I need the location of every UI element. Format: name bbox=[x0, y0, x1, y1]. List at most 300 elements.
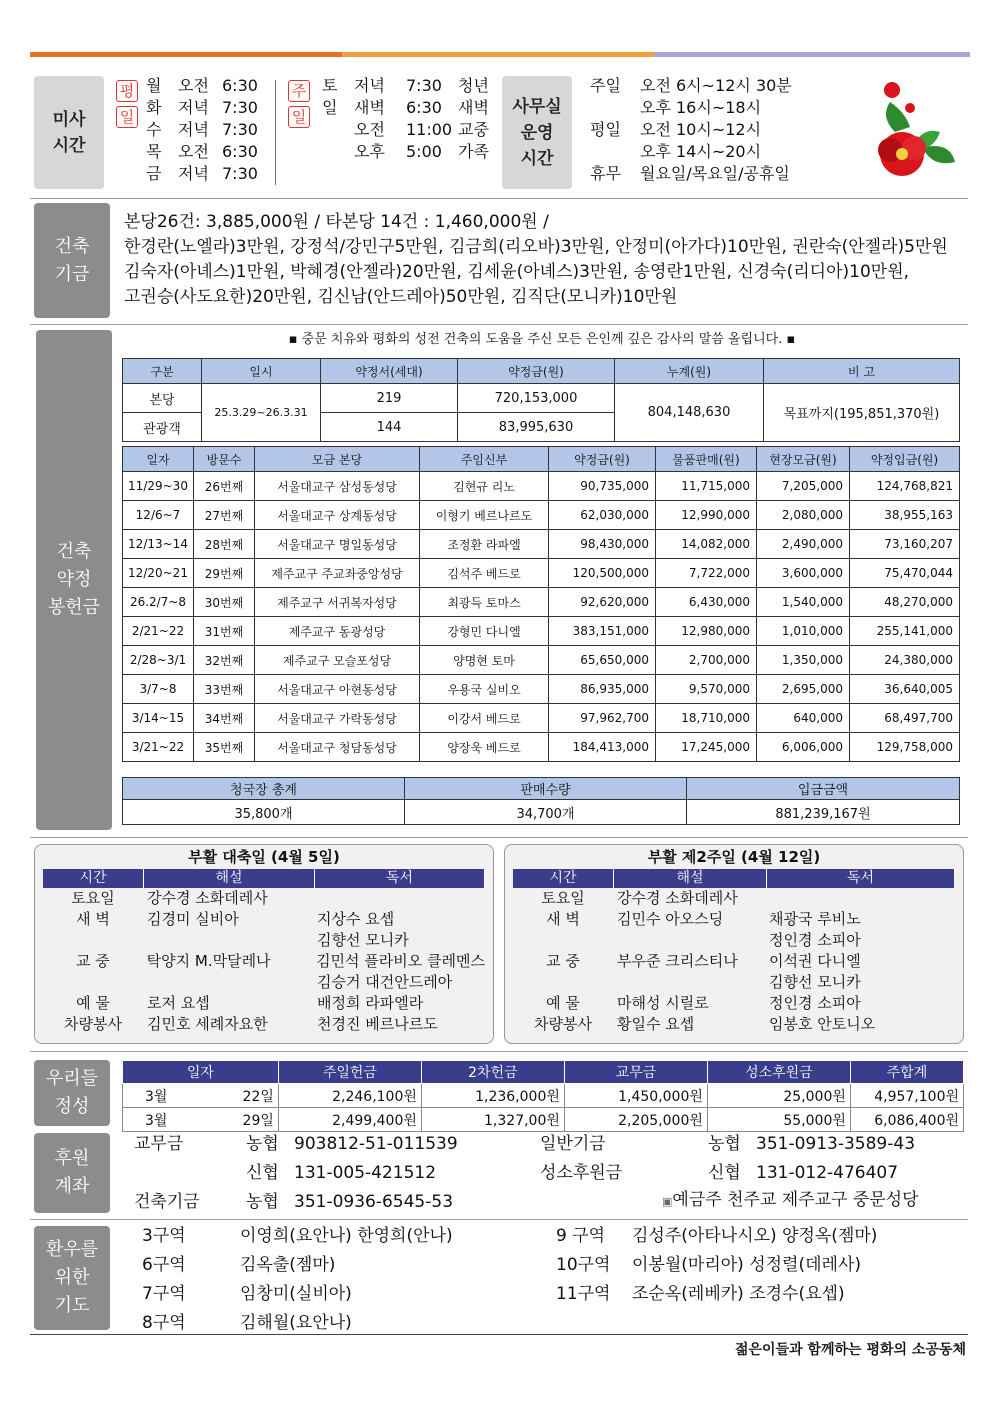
prayer-names: 이봉월(마리아) 성정렬(데레사) bbox=[632, 1255, 861, 1275]
offering-label: 우리들 정성 bbox=[34, 1060, 110, 1126]
table-cell: 31번째 bbox=[194, 617, 255, 646]
table-cell: 1,540,000 bbox=[757, 588, 850, 617]
col-header: 교무금 bbox=[564, 1061, 707, 1084]
col-header: 해설 bbox=[614, 869, 767, 888]
table-cell: 1,450,000원 bbox=[564, 1084, 707, 1108]
table-cell: 제주교구 모슬포성당 bbox=[255, 646, 420, 675]
schedule-cell: 새 벽 bbox=[546, 910, 580, 928]
building-fund-line: 김숙자(아녜스)1만원, 박혜경(안젤라)20만원, 김세윤(아녜스)3만원, 송영란1만원, 신경숙(리디아)10만원, bbox=[124, 262, 910, 282]
table-cell: 120,500,000 bbox=[549, 559, 656, 588]
schedule-cell: 차량봉사 bbox=[64, 1015, 122, 1033]
schedule-cell: 교 중 bbox=[546, 952, 580, 970]
table-cell: 12/13~14 bbox=[123, 530, 194, 559]
schedule-cell: 예 물 bbox=[546, 994, 580, 1012]
table-cell: 3월 bbox=[123, 1108, 214, 1132]
table-cell: 강형민 다니엘 bbox=[420, 617, 549, 646]
col-header: 방문수 bbox=[194, 447, 255, 472]
table-cell: 98,430,000 bbox=[549, 530, 656, 559]
table-cell: 서울대교구 아현동성당 bbox=[255, 675, 420, 704]
table-cell: 2,205,000원 bbox=[564, 1108, 707, 1132]
schedule-cell: 정인경 소피아 bbox=[769, 994, 861, 1012]
mass-type: 새벽 bbox=[458, 98, 489, 117]
col-header: 구분 bbox=[123, 359, 202, 384]
mass-day: 목 bbox=[146, 142, 162, 161]
building-fund-line: 본당26건: 3,885,000원 / 타본당 14건 : 1,460,000원 / bbox=[124, 212, 549, 232]
camellia-flower-illustration bbox=[870, 72, 960, 182]
account-bank: 농협 bbox=[708, 1134, 741, 1154]
account-bank: 농협 bbox=[246, 1134, 279, 1154]
total-value: 35,800개 bbox=[123, 800, 405, 825]
mass-day: 금 bbox=[146, 164, 162, 183]
prayer-names: 김해월(요안나) bbox=[240, 1313, 352, 1333]
account-name: 일반기금 bbox=[540, 1134, 606, 1154]
summary-kind: 관광객 bbox=[123, 413, 202, 442]
schedule-cell: 김민호 세례자요한 bbox=[147, 1015, 268, 1033]
col-header: 주임신부 bbox=[420, 447, 549, 472]
prayer-list-right bbox=[556, 1222, 877, 1309]
schedule-row bbox=[513, 909, 955, 930]
table-row bbox=[123, 675, 960, 704]
office-key bbox=[590, 97, 640, 119]
mass-day: 일 bbox=[322, 98, 338, 117]
summary-count: 219 bbox=[321, 384, 458, 413]
table-cell: 제주교구 서귀복자성당 bbox=[255, 588, 420, 617]
mass-time: 저녁 bbox=[354, 76, 385, 95]
schedule-row bbox=[513, 1014, 955, 1035]
sunday-mark-1: 주 bbox=[288, 80, 310, 102]
schedule-cell bbox=[143, 930, 313, 951]
table-cell: 26번째 bbox=[194, 472, 255, 501]
easter-rows bbox=[513, 888, 955, 1035]
summary-amount: 83,995,630 bbox=[458, 413, 615, 442]
schedule-cell: 김민수 아오스딩 bbox=[617, 910, 724, 928]
mass-time: 오전 bbox=[178, 142, 209, 161]
col-header: 일자 bbox=[123, 1061, 279, 1084]
table-cell: 2,080,000 bbox=[757, 501, 850, 530]
prayer-names: 김성주(아타나시오) 양정옥(젬마) bbox=[632, 1226, 878, 1246]
table-cell: 27번째 bbox=[194, 501, 255, 530]
table-row bbox=[123, 559, 960, 588]
col-header: 해설 bbox=[144, 869, 315, 888]
account-number: 351-0913-3589-43 bbox=[756, 1134, 916, 1154]
table-row bbox=[123, 646, 960, 675]
table-cell: 14,082,000 bbox=[656, 530, 757, 559]
mass-time: 오후 bbox=[354, 142, 385, 161]
account-bank: 농협 bbox=[246, 1192, 279, 1212]
col-header: 시간 bbox=[43, 869, 144, 888]
col-header: 독서 bbox=[767, 869, 955, 888]
col-header: 일시 bbox=[202, 359, 321, 384]
schedule-cell: 차량봉사 bbox=[534, 1015, 592, 1033]
mass-time: 새벽 bbox=[354, 98, 385, 117]
prayer-zone: 11구역 bbox=[556, 1284, 611, 1304]
schedule-cell: 천경진 베르나르도 bbox=[317, 1015, 438, 1033]
table-cell: 18,710,000 bbox=[656, 704, 757, 733]
mass-clock: 11:00 bbox=[406, 120, 453, 139]
easter-rows bbox=[43, 888, 485, 1035]
summary-period: 25.3.29~26.3.31 bbox=[202, 384, 321, 442]
table-cell: 12/20~21 bbox=[123, 559, 194, 588]
table-cell: 12,990,000 bbox=[656, 501, 757, 530]
table-cell: 12,980,000 bbox=[656, 617, 757, 646]
prayer-zone: 7구역 bbox=[142, 1284, 186, 1304]
col-header: 독서 bbox=[315, 869, 485, 888]
prayer-zone: 10구역 bbox=[556, 1255, 611, 1275]
divider bbox=[30, 1219, 968, 1220]
col-header: 모금 본당 bbox=[255, 447, 420, 472]
schedule-cell: 토요일 bbox=[71, 889, 115, 907]
col-header: 누계(원) bbox=[615, 359, 764, 384]
col-header: 약정금(원) bbox=[549, 447, 656, 472]
schedule-cell: 정인경 소피아 bbox=[769, 931, 861, 949]
easter-title: 부활 제2주일 (4월 12일) bbox=[647, 848, 821, 866]
office-key: 평일 bbox=[590, 120, 621, 139]
accounts-label: 후원 계좌 bbox=[34, 1133, 110, 1213]
office-hours bbox=[590, 75, 850, 185]
schedule-row bbox=[513, 930, 955, 951]
office-value: 월요일/목요일/공휴일 bbox=[640, 164, 790, 183]
col-header: 현장모금(원) bbox=[757, 447, 850, 472]
prayer-names: 이영희(요안나) 한영희(안나) bbox=[240, 1226, 453, 1246]
table-cell: 34번째 bbox=[194, 704, 255, 733]
table-cell: 2,246,100원 bbox=[278, 1084, 421, 1108]
table-cell: 17,245,000 bbox=[656, 733, 757, 762]
mass-type: 청년 bbox=[458, 76, 489, 95]
total-value: 34,700개 bbox=[405, 800, 687, 825]
mass-type: 가족 bbox=[458, 142, 489, 161]
table-cell: 3/7~8 bbox=[123, 675, 194, 704]
table-cell: 29번째 bbox=[194, 559, 255, 588]
mass-type: 교중 bbox=[458, 120, 489, 139]
schedule-cell bbox=[313, 888, 485, 909]
mass-day: 화 bbox=[146, 98, 162, 117]
mass-clock: 7:30 bbox=[222, 164, 258, 183]
schedule-cell: 토요일 bbox=[541, 889, 585, 907]
table-row bbox=[123, 588, 960, 617]
table-cell: 2,700,000 bbox=[656, 646, 757, 675]
schedule-row bbox=[43, 951, 485, 972]
table-row bbox=[123, 1084, 964, 1108]
schedule-cell: 부우준 크리스티나 bbox=[617, 952, 738, 970]
schedule-row bbox=[43, 930, 485, 951]
sunday-mass-list bbox=[322, 75, 492, 163]
office-value: 오전 6시~12시 30분 bbox=[640, 76, 792, 95]
account-number: 131-012-476407 bbox=[756, 1163, 899, 1183]
table-cell: 2,490,000 bbox=[757, 530, 850, 559]
table-cell: 75,470,044 bbox=[850, 559, 960, 588]
totals-table bbox=[122, 777, 960, 825]
schedule-row bbox=[43, 909, 485, 930]
mass-divider bbox=[275, 80, 276, 185]
table-cell: 6,006,000 bbox=[757, 733, 850, 762]
easter-sunday-box bbox=[34, 844, 494, 1044]
schedule-cell bbox=[43, 930, 143, 951]
schedule-cell: 배정희 라파엘라 bbox=[317, 994, 424, 1012]
office-key: 휴무 bbox=[590, 164, 621, 183]
table-cell: 25,000원 bbox=[707, 1084, 850, 1108]
mass-time: 오전 bbox=[354, 120, 385, 139]
col-header: 약정입금(원) bbox=[850, 447, 960, 472]
col-header: 비 고 bbox=[764, 359, 960, 384]
account-number: 903812-51-011539 bbox=[294, 1134, 458, 1154]
table-cell: 55,000원 bbox=[707, 1108, 850, 1132]
table-cell: 3월 bbox=[123, 1084, 214, 1108]
prayer-list-left bbox=[142, 1222, 453, 1338]
table-row bbox=[123, 1108, 964, 1132]
summary-count: 144 bbox=[321, 413, 458, 442]
table-cell: 제주교구 동광성당 bbox=[255, 617, 420, 646]
schedule-row bbox=[43, 972, 485, 993]
office-value: 오전 10시~12시 bbox=[640, 120, 762, 139]
table-cell: 2,695,000 bbox=[757, 675, 850, 704]
table-cell: 29일 bbox=[213, 1108, 278, 1132]
prayer-label: 환우를 위한 기도 bbox=[34, 1226, 110, 1330]
summary-kind: 본당 bbox=[123, 384, 202, 413]
office-label: 사무실 운영 시간 bbox=[502, 76, 572, 189]
weekday-mark bbox=[116, 80, 138, 128]
summary-note: 목표까지(195,851,370원) bbox=[764, 384, 960, 442]
table-row bbox=[123, 704, 960, 733]
schedule-row bbox=[43, 888, 485, 909]
office-key: 주일 bbox=[590, 76, 621, 95]
sunday-mark-2: 일 bbox=[288, 106, 310, 128]
account-holder bbox=[662, 1188, 919, 1214]
table-cell: 22일 bbox=[213, 1084, 278, 1108]
mass-clock: 7:30 bbox=[222, 98, 258, 117]
schedule-cell: 김향선 모니카 bbox=[317, 931, 409, 949]
table-cell: 28번째 bbox=[194, 530, 255, 559]
table-row bbox=[123, 472, 960, 501]
table-cell: 97,962,700 bbox=[549, 704, 656, 733]
prayer-zone: 6구역 bbox=[142, 1255, 186, 1275]
table-cell: 86,935,000 bbox=[549, 675, 656, 704]
account-name bbox=[134, 1159, 246, 1188]
account-holder-text: 예금주 천주교 제주교구 중문성당 bbox=[672, 1190, 919, 1210]
mass-clock: 5:00 bbox=[406, 142, 442, 161]
building-fund-line: 한경란(노엘라)3만원, 강정석/강민구5만원, 김금희(리오바)3만원, 안정미(아가다)10만원, 권란숙(안젤라)5만원 bbox=[124, 237, 948, 257]
schedule-cell: 예 물 bbox=[76, 994, 110, 1012]
table-cell: 제주교구 주교좌중앙성당 bbox=[255, 559, 420, 588]
table-cell: 1,350,000 bbox=[757, 646, 850, 675]
schedule-cell: 임봉호 안토니오 bbox=[769, 1015, 876, 1033]
schedule-cell: 탁양지 M.막달레나 bbox=[146, 952, 271, 970]
office-key bbox=[590, 141, 640, 163]
prayer-zone: 9 구역 bbox=[556, 1226, 606, 1246]
table-cell: 김석주 베드로 bbox=[420, 559, 549, 588]
divider bbox=[30, 198, 968, 199]
table-cell: 62,030,000 bbox=[549, 501, 656, 530]
table-cell: 11/29~30 bbox=[123, 472, 194, 501]
col-header: 성소후원금 bbox=[707, 1061, 850, 1084]
table-cell: 6,086,400원 bbox=[850, 1108, 963, 1132]
schedule-cell: 강수경 소화데레사 bbox=[147, 889, 268, 907]
table-cell: 3/14~15 bbox=[123, 704, 194, 733]
prayer-names: 조순옥(레베카) 조경수(요셉) bbox=[632, 1284, 845, 1304]
table-cell: 2,499,400원 bbox=[278, 1108, 421, 1132]
weekday-mark-1: 평 bbox=[116, 80, 138, 102]
schedule-row bbox=[43, 993, 485, 1014]
divider bbox=[30, 324, 968, 325]
col-header: 2차헌금 bbox=[421, 1061, 564, 1084]
table-cell: 7,205,000 bbox=[757, 472, 850, 501]
table-cell: 서울대교구 명일동성당 bbox=[255, 530, 420, 559]
pledge-summary-table bbox=[122, 358, 960, 442]
top-color-bar bbox=[30, 52, 970, 57]
schedule-cell bbox=[513, 930, 613, 951]
table-cell: 서울대교구 상계동성당 bbox=[255, 501, 420, 530]
easter-header bbox=[43, 869, 485, 888]
table-cell: 7,722,000 bbox=[656, 559, 757, 588]
col-header: 시간 bbox=[513, 869, 614, 888]
prayer-zone: 3구역 bbox=[142, 1226, 186, 1246]
table-cell: 12/6~7 bbox=[123, 501, 194, 530]
mass-day bbox=[322, 119, 354, 141]
account-list-left bbox=[134, 1130, 458, 1217]
parish-visits-table bbox=[122, 446, 960, 762]
pledge-label: 건축 약정 봉헌금 bbox=[36, 330, 112, 830]
table-cell: 32번째 bbox=[194, 646, 255, 675]
divider bbox=[30, 837, 968, 838]
col-header: 판매수량 bbox=[405, 778, 687, 800]
table-cell: 92,620,000 bbox=[549, 588, 656, 617]
mass-clock: 7:30 bbox=[406, 76, 442, 95]
easter-header bbox=[513, 869, 955, 888]
schedule-cell: 김승거 대건안드레아 bbox=[317, 973, 453, 991]
table-cell: 양명현 토마 bbox=[420, 646, 549, 675]
table-cell: 73,160,207 bbox=[850, 530, 960, 559]
table-cell: 48,270,000 bbox=[850, 588, 960, 617]
mass-clock: 6:30 bbox=[406, 98, 442, 117]
prayer-names: 임창미(실비아) bbox=[240, 1284, 352, 1304]
schedule-row bbox=[513, 972, 955, 993]
divider bbox=[30, 1334, 968, 1335]
mass-clock: 6:30 bbox=[222, 76, 258, 95]
table-cell: 최광득 토마스 bbox=[420, 588, 549, 617]
table-cell: 640,000 bbox=[757, 704, 850, 733]
building-fund-label: 건축 기금 bbox=[34, 203, 110, 318]
col-header: 약정금(원) bbox=[458, 359, 615, 384]
table-cell: 35번째 bbox=[194, 733, 255, 762]
schedule-cell: 마해성 시릴로 bbox=[617, 994, 709, 1012]
summary-total: 804,148,630 bbox=[615, 384, 764, 442]
table-cell: 383,151,000 bbox=[549, 617, 656, 646]
weekday-mark-2: 일 bbox=[116, 106, 138, 128]
table-cell: 서울대교구 삼성동성당 bbox=[255, 472, 420, 501]
pledge-notice: ▪ 중문 치유와 평화의 성전 건축의 도움을 주신 모든 은인께 깊은 감사의 말씀 올립니다. ▪ bbox=[288, 332, 796, 347]
table-cell: 11,715,000 bbox=[656, 472, 757, 501]
schedule-row bbox=[513, 888, 955, 909]
building-fund-text bbox=[124, 210, 964, 310]
divider bbox=[30, 1051, 968, 1052]
mass-day: 수 bbox=[146, 120, 162, 139]
mass-time: 저녁 bbox=[178, 98, 209, 117]
col-header: 일자 bbox=[123, 447, 194, 472]
schedule-cell bbox=[513, 972, 613, 993]
table-cell: 36,640,005 bbox=[850, 675, 960, 704]
mass-label: 미사 시간 bbox=[34, 76, 104, 189]
table-cell: 184,413,000 bbox=[549, 733, 656, 762]
building-fund-line: 고권승(사도요한)20만원, 김신남(안드레아)50만원, 김직단(모니카)10만원 bbox=[124, 287, 678, 307]
easter-title: 부활 대축일 (4월 5일) bbox=[188, 848, 340, 866]
schedule-cell: 김경미 실비아 bbox=[147, 910, 239, 928]
schedule-cell: 로저 요셉 bbox=[147, 994, 210, 1012]
col-header: 청국장 총계 bbox=[123, 778, 405, 800]
office-value: 오후 14시~20시 bbox=[640, 142, 762, 161]
mass-time: 오전 bbox=[178, 76, 209, 95]
table-cell: 68,497,700 bbox=[850, 704, 960, 733]
schedule-cell: 교 중 bbox=[75, 952, 110, 970]
account-name: 건축기금 bbox=[134, 1192, 200, 1212]
col-header: 입금금액 bbox=[687, 778, 960, 800]
table-cell: 조정환 라파엘 bbox=[420, 530, 549, 559]
col-header: 주합계 bbox=[850, 1061, 963, 1084]
table-cell: 서울대교구 청담동성당 bbox=[255, 733, 420, 762]
schedule-row bbox=[513, 993, 955, 1014]
table-cell: 90,735,000 bbox=[549, 472, 656, 501]
table-cell: 김현규 리노 bbox=[420, 472, 549, 501]
office-value: 오후 16시~18시 bbox=[640, 98, 762, 117]
mass-clock: 7:30 bbox=[222, 120, 258, 139]
mass-day bbox=[322, 141, 354, 163]
mass-day: 토 bbox=[322, 76, 338, 95]
table-cell: 이형기 베르나르도 bbox=[420, 501, 549, 530]
total-value: 881,239,167원 bbox=[687, 800, 960, 825]
table-cell: 33번째 bbox=[194, 675, 255, 704]
prayer-names: 김옥출(젬마) bbox=[240, 1255, 336, 1275]
table-cell: 124,768,821 bbox=[850, 472, 960, 501]
table-cell: 9,570,000 bbox=[656, 675, 757, 704]
account-list-right bbox=[540, 1130, 915, 1188]
col-header: 주일헌금 bbox=[278, 1061, 421, 1084]
table-cell: 우용국 실비오 bbox=[420, 675, 549, 704]
offering-body bbox=[123, 1084, 964, 1132]
table-cell: 65,650,000 bbox=[549, 646, 656, 675]
table-cell: 3/21~22 bbox=[123, 733, 194, 762]
table-row bbox=[123, 733, 960, 762]
schedule-cell: 김민석 플라비오 클레멘스 bbox=[316, 952, 485, 970]
table-cell: 양장욱 베드로 bbox=[420, 733, 549, 762]
table-cell: 1,327,00원 bbox=[421, 1108, 564, 1132]
schedule-cell bbox=[613, 972, 765, 993]
table-cell: 129,758,000 bbox=[850, 733, 960, 762]
mass-day: 월 bbox=[146, 76, 162, 95]
offering-table bbox=[122, 1060, 964, 1132]
weekday-mass-list bbox=[146, 75, 266, 185]
table-cell: 1,010,000 bbox=[757, 617, 850, 646]
footer-motto: 젊은이들과 함께하는 평화의 소공동체 bbox=[734, 1342, 966, 1358]
schedule-row bbox=[43, 1014, 485, 1035]
account-bank: 신협 bbox=[246, 1163, 279, 1183]
table-cell: 6,430,000 bbox=[656, 588, 757, 617]
cube-icon: ▣ bbox=[662, 1195, 673, 1208]
schedule-cell: 새 벽 bbox=[76, 910, 110, 928]
table-cell: 서울대교구 가락동성당 bbox=[255, 704, 420, 733]
table-row bbox=[123, 501, 960, 530]
schedule-cell bbox=[765, 888, 955, 909]
prayer-zone: 8구역 bbox=[142, 1313, 186, 1333]
account-bank: 신협 bbox=[708, 1163, 741, 1183]
col-header: 물품판매(원) bbox=[656, 447, 757, 472]
summary-amount: 720,153,000 bbox=[458, 384, 615, 413]
table-row bbox=[123, 617, 960, 646]
visits-body bbox=[123, 472, 960, 762]
mass-time: 저녁 bbox=[178, 164, 209, 183]
account-number: 351-0936-6545-53 bbox=[294, 1192, 454, 1212]
table-cell: 3,600,000 bbox=[757, 559, 850, 588]
table-cell: 1,236,000원 bbox=[421, 1084, 564, 1108]
schedule-cell bbox=[43, 972, 143, 993]
table-cell: 2/21~22 bbox=[123, 617, 194, 646]
